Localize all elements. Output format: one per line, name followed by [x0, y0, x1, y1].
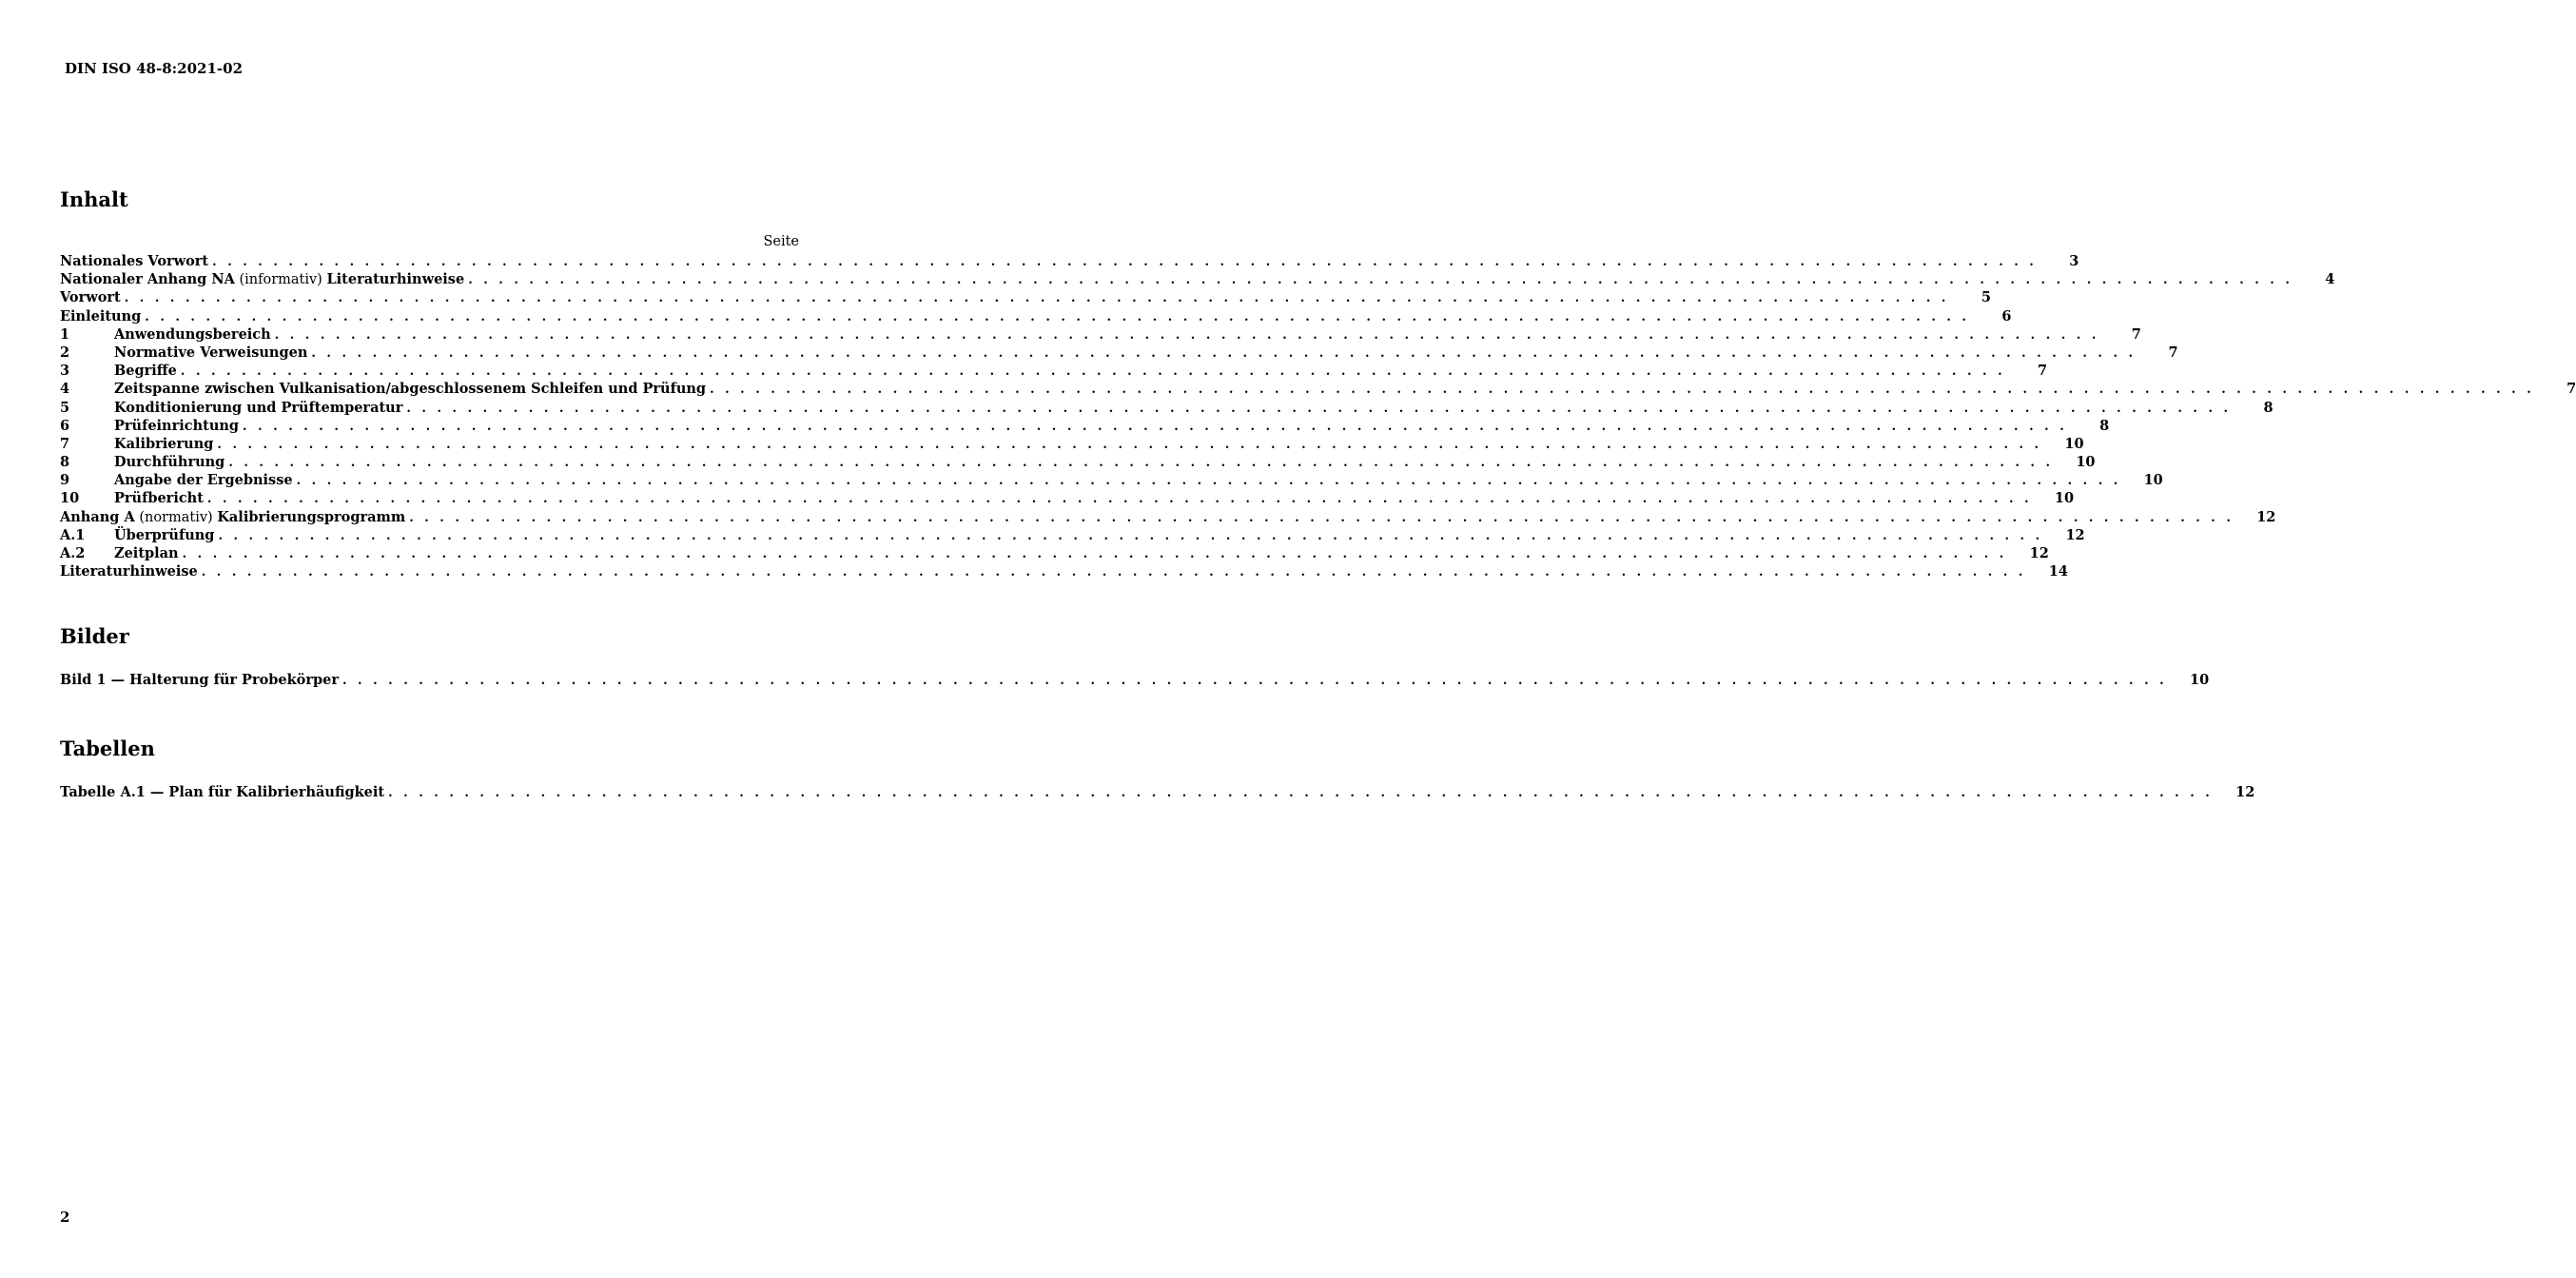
section-number: 5 — [60, 399, 70, 416]
entry-page-number: 4 — [2325, 271, 2335, 288]
entry-page-number: 10 — [2143, 472, 2163, 489]
toc-entry[interactable] — [60, 526, 2085, 544]
entry-annex-type: (informativ) — [234, 272, 327, 288]
toc-entry[interactable] — [60, 544, 2049, 562]
dot-leader: . . . . . . . . . . . . . . . . . . . . . . . . . . . . . . . . . . . . . . . . . . . . . . . . . . . . . . . . . . . . . . . . . . . . . . . . . . . . . . . . . . . . . . . . . . . . . . . . . . . . . . . . . . . . . . . . . . . . . . . . — [124, 291, 1949, 306]
figure-entry[interactable] — [60, 671, 2210, 689]
entry-title: Einleitung — [60, 307, 142, 324]
figures-title: Bilder — [60, 624, 129, 648]
entry-page-number: 6 — [2001, 307, 2012, 324]
section-number: A.2 — [60, 545, 86, 561]
entry-label — [60, 307, 145, 325]
entry-page-number: 7 — [2131, 325, 2141, 343]
entry-label — [114, 544, 183, 562]
document-id: DIN ISO 48-8:2021-02 — [65, 60, 244, 77]
toc-entry[interactable] — [60, 362, 2048, 380]
entry-page-number: 8 — [2263, 399, 2274, 416]
entry-label — [60, 288, 125, 306]
entry-title: Überprüfung — [114, 526, 215, 543]
dot-leader: . . . . . . . . . . . . . . . . . . . . . . . . . . . . . . . . . . . . . . . . . . . . . . . . . . . . . . . . . . . . . . . . . . . . . . . . . . . . . . . . . . . . . . . . . . . . . . . . . . . . . . . . . . . . . . . . . . . . . . . . — [145, 309, 1970, 324]
entry-label — [114, 399, 406, 417]
entry-page-number: 7 — [2566, 381, 2576, 398]
entry-title: Bild 1 — Halterung für Probekörper — [60, 672, 339, 688]
dot-leader: . . . . . . . . . . . . . . . . . . . . . . . . . . . . . . . . . . . . . . . . . . . . . . . . . . . . . . . . . . . . . . . . . . . . . . . . . . . . . . . . . . . . . . . . . . . . . . . . . . . . . . . . . . . . . . . . . . . . . . . . — [710, 383, 2535, 398]
toc-entry[interactable] — [60, 562, 2068, 580]
dot-leader: . . . . . . . . . . . . . . . . . . . . . . . . . . . . . . . . . . . . . . . . . . . . . . . . . . . . . . . . . . . . . . . . . . . . . . . . . . . . . . . . . . . . . . . . . . . . . . . . . . . . . . . . . . . . . . . . . . . . . . . . — [388, 786, 2214, 800]
footer-page-number: 2 — [60, 1209, 70, 1226]
dot-leader: . . . . . . . . . . . . . . . . . . . . . . . . . . . . . . . . . . . . . . . . . . . . . . . . . . . . . . . . . . . . . . . . . . . . . . . . . . . . . . . . . . . . . . . . . . . . . . . . . . . . . . . . . . . . . . . . . . . . . . . . — [218, 528, 2043, 543]
toc-entry[interactable] — [60, 252, 2079, 270]
entry-label — [114, 526, 218, 544]
toc-entry[interactable] — [60, 489, 2075, 507]
section-number: 10 — [60, 490, 80, 507]
dot-leader: . . . . . . . . . . . . . . . . . . . . . . . . . . . . . . . . . . . . . . . . . . . . . . . . . . . . . . . . . . . . . . . . . . . . . . . . . . . . . . . . . . . . . . . . . . . . . . . . . . . . . . . . . . . . . . . . . . . . . . . . — [342, 674, 2168, 688]
entry-title: Nationaler Anhang NA — [60, 271, 235, 288]
dot-leader: . . . . . . . . . . . . . . . . . . . . . . . . . . . . . . . . . . . . . . . . . . . . . . . . . . . . . . . . . . . . . . . . . . . . . . . . . . . . . . . . . . . . . . . . . . . . . . . . . . . . . . . . . . . . . . . . . . . . . . . . — [201, 565, 2026, 580]
entry-title: Prüfbericht — [114, 490, 204, 507]
dot-leader: . . . . . . . . . . . . . . . . . . . . . . . . . . . . . . . . . . . . . . . . . . . . . . . . . . . . . . . . . . . . . . . . . . . . . . . . . . . . . . . . . . . . . . . . . . . . . . . . . . . . . . . . . . . . . . . . . . . . . . . . — [409, 510, 2234, 525]
dot-leader: . . . . . . . . . . . . . . . . . . . . . . . . . . . . . . . . . . . . . . . . . . . . . . . . . . . . . . . . . . . . . . . . . . . . . . . . . . . . . . . . . . . . . . . . . . . . . . . . . . . . . . . . . . . . . . . . . . . . . . . . — [182, 547, 2007, 561]
entry-annex-title: Literaturhinweise — [326, 271, 465, 288]
toc-entry[interactable] — [60, 453, 2096, 471]
section-number: 4 — [60, 381, 70, 398]
entry-title: Nationales Vorwort — [60, 253, 209, 269]
entry-label — [60, 252, 212, 270]
entry-page-number: 10 — [2054, 490, 2075, 507]
toc-entry[interactable] — [60, 344, 2178, 362]
contents-title: Inhalt — [60, 187, 128, 211]
dot-leader: . . . . . . . . . . . . . . . . . . . . . . . . . . . . . . . . . . . . . . . . . . . . . . . . . . . . . . . . . . . . . . . . . . . . . . . . . . . . . . . . . . . . . . . . . . . . . . . . . . . . . . . . . . . . . . . . . . . . . . . . — [206, 492, 2033, 507]
section-number: 3 — [60, 363, 70, 380]
entry-label — [60, 562, 202, 580]
entry-title: Prüfeinrichtung — [114, 417, 240, 434]
entry-label — [60, 508, 409, 527]
figures-list — [60, 671, 2210, 689]
entry-page-number: 12 — [2235, 784, 2255, 800]
section-number: 1 — [60, 325, 70, 343]
entry-label — [114, 362, 181, 380]
section-number: 8 — [60, 454, 70, 471]
entry-title: Begriffe — [114, 363, 177, 380]
dot-leader: . . . . . . . . . . . . . . . . . . . . . . . . . . . . . . . . . . . . . . . . . . . . . . . . . . . . . . . . . . . . . . . . . . . . . . . . . . . . . . . . . . . . . . . . . . . . . . . . . . . . . . . . . . . . . . . . . . . . . . . . — [243, 419, 2068, 434]
entry-page-number: 12 — [2065, 526, 2085, 543]
dot-leader: . . . . . . . . . . . . . . . . . . . . . . . . . . . . . . . . . . . . . . . . . . . . . . . . . . . . . . . . . . . . . . . . . . . . . . . . . . . . . . . . . . . . . . . . . . . . . . . . . . . . . . . . . . . . . . . . . . . . . . . . — [212, 255, 2038, 269]
page-column-header: Seite — [763, 234, 799, 249]
entry-label — [114, 325, 275, 344]
section-number: 6 — [60, 417, 70, 434]
section-number: 7 — [60, 435, 70, 452]
table-entry[interactable] — [60, 783, 2255, 801]
entry-label — [60, 671, 342, 689]
entry-page-number: 14 — [2048, 563, 2068, 580]
tables-title: Tabellen — [60, 737, 155, 760]
entry-label — [60, 270, 468, 289]
tables-list — [60, 783, 2255, 801]
entry-title: Kalibrierung — [114, 435, 214, 452]
dot-leader: . . . . . . . . . . . . . . . . . . . . . . . . . . . . . . . . . . . . . . . . . . . . . . . . . . . . . . . . . . . . . . . . . . . . . . . . . . . . . . . . . . . . . . . . . . . . . . . . . . . . . . . . . . . . . . . . . . . . . . . . — [406, 401, 2232, 416]
entry-label — [114, 471, 297, 489]
toc-entry[interactable] — [60, 307, 2012, 325]
entry-title: Zeitspanne zwischen Vulkanisation/abgeschlossenem Schleifen und Prüfung — [114, 381, 707, 398]
toc-entry[interactable] — [60, 380, 2576, 398]
entry-page-number: 12 — [2029, 545, 2049, 561]
toc-entry[interactable] — [60, 288, 1991, 306]
section-number: 2 — [60, 344, 70, 361]
entry-title: Normative Verweisungen — [114, 344, 308, 361]
entry-page-number: 7 — [2168, 344, 2178, 361]
section-number: A.1 — [60, 526, 86, 543]
entry-title: Anwendungsbereich — [114, 325, 271, 343]
dot-leader: . . . . . . . . . . . . . . . . . . . . . . . . . . . . . . . . . . . . . . . . . . . . . . . . . . . . . . . . . . . . . . . . . . . . . . . . . . . . . . . . . . . . . . . . . . . . . . . . . . . . . . . . . . . . . . . . . . . . . . . . — [217, 437, 2042, 452]
entry-label — [60, 783, 388, 801]
entry-title: Literaturhinweise — [60, 563, 198, 580]
entry-label — [114, 380, 710, 398]
toc-entry[interactable] — [60, 399, 2274, 417]
contents-list — [60, 252, 2576, 580]
entry-label — [114, 435, 217, 453]
entry-page-number: 5 — [1981, 289, 1991, 306]
entry-page-number: 7 — [2038, 363, 2048, 380]
dot-leader: . . . . . . . . . . . . . . . . . . . . . . . . . . . . . . . . . . . . . . . . . . . . . . . . . . . . . . . . . . . . . . . . . . . . . . . . . . . . . . . . . . . . . . . . . . . . . . . . . . . . . . . . . . . . . . . . . . . . . . . . — [468, 273, 2293, 288]
toc-entry[interactable] — [60, 435, 2084, 453]
entry-title: Konditionierung und Prüftemperatur — [114, 399, 403, 416]
entry-page-number: 3 — [2069, 253, 2079, 269]
entry-label — [114, 344, 311, 362]
entry-page-number: 10 — [2076, 454, 2096, 471]
entry-title: Vorwort — [60, 289, 121, 306]
entry-label — [114, 489, 207, 507]
entry-label — [114, 453, 228, 471]
entry-title: Tabelle A.1 — Plan für Kalibrierhäufigkeit — [60, 784, 385, 800]
entry-page-number: 8 — [2099, 417, 2110, 434]
entry-annex-type: (normativ) — [134, 509, 218, 525]
entry-title: Zeitplan — [114, 545, 179, 561]
dot-leader: . . . . . . . . . . . . . . . . . . . . . . . . . . . . . . . . . . . . . . . . . . . . . . . . . . . . . . . . . . . . . . . . . . . . . . . . . . . . . . . . . . . . . . . . . . . . . . . . . . . . . . . . . . . . . . . . . . . . . . . . — [274, 327, 2099, 343]
toc-entry[interactable] — [60, 471, 2163, 489]
dot-leader: . . . . . . . . . . . . . . . . . . . . . . . . . . . . . . . . . . . . . . . . . . . . . . . . . . . . . . . . . . . . . . . . . . . . . . . . . . . . . . . . . . . . . . . . . . . . . . . . . . . . . . . . . . . . . . . . . . . . . . . . — [311, 345, 2137, 361]
entry-page-number: 12 — [2256, 508, 2276, 525]
toc-entry[interactable] — [60, 417, 2110, 435]
entry-title: Angabe der Ergebnisse — [114, 472, 293, 489]
entry-label — [114, 417, 243, 435]
toc-entry[interactable] — [60, 508, 2276, 526]
toc-entry[interactable] — [60, 325, 2141, 344]
section-number: 9 — [60, 472, 70, 489]
entry-title: Durchführung — [114, 454, 225, 471]
entry-page-number: 10 — [2190, 672, 2210, 688]
entry-annex-title: Kalibrierungsprogramm — [217, 508, 406, 525]
dot-leader: . . . . . . . . . . . . . . . . . . . . . . . . . . . . . . . . . . . . . . . . . . . . . . . . . . . . . . . . . . . . . . . . . . . . . . . . . . . . . . . . . . . . . . . . . . . . . . . . . . . . . . . . . . . . . . . . . . . . . . . . — [296, 474, 2121, 489]
entry-page-number: 10 — [2064, 435, 2084, 452]
toc-entry[interactable] — [60, 270, 2335, 288]
entry-title: Anhang A — [60, 508, 135, 525]
dot-leader: . . . . . . . . . . . . . . . . . . . . . . . . . . . . . . . . . . . . . . . . . . . . . . . . . . . . . . . . . . . . . . . . . . . . . . . . . . . . . . . . . . . . . . . . . . . . . . . . . . . . . . . . . . . . . . . . . . . . . . . . — [228, 456, 2054, 471]
dot-leader: . . . . . . . . . . . . . . . . . . . . . . . . . . . . . . . . . . . . . . . . . . . . . . . . . . . . . . . . . . . . . . . . . . . . . . . . . . . . . . . . . . . . . . . . . . . . . . . . . . . . . . . . . . . . . . . . . . . . . . . . — [180, 364, 2006, 380]
